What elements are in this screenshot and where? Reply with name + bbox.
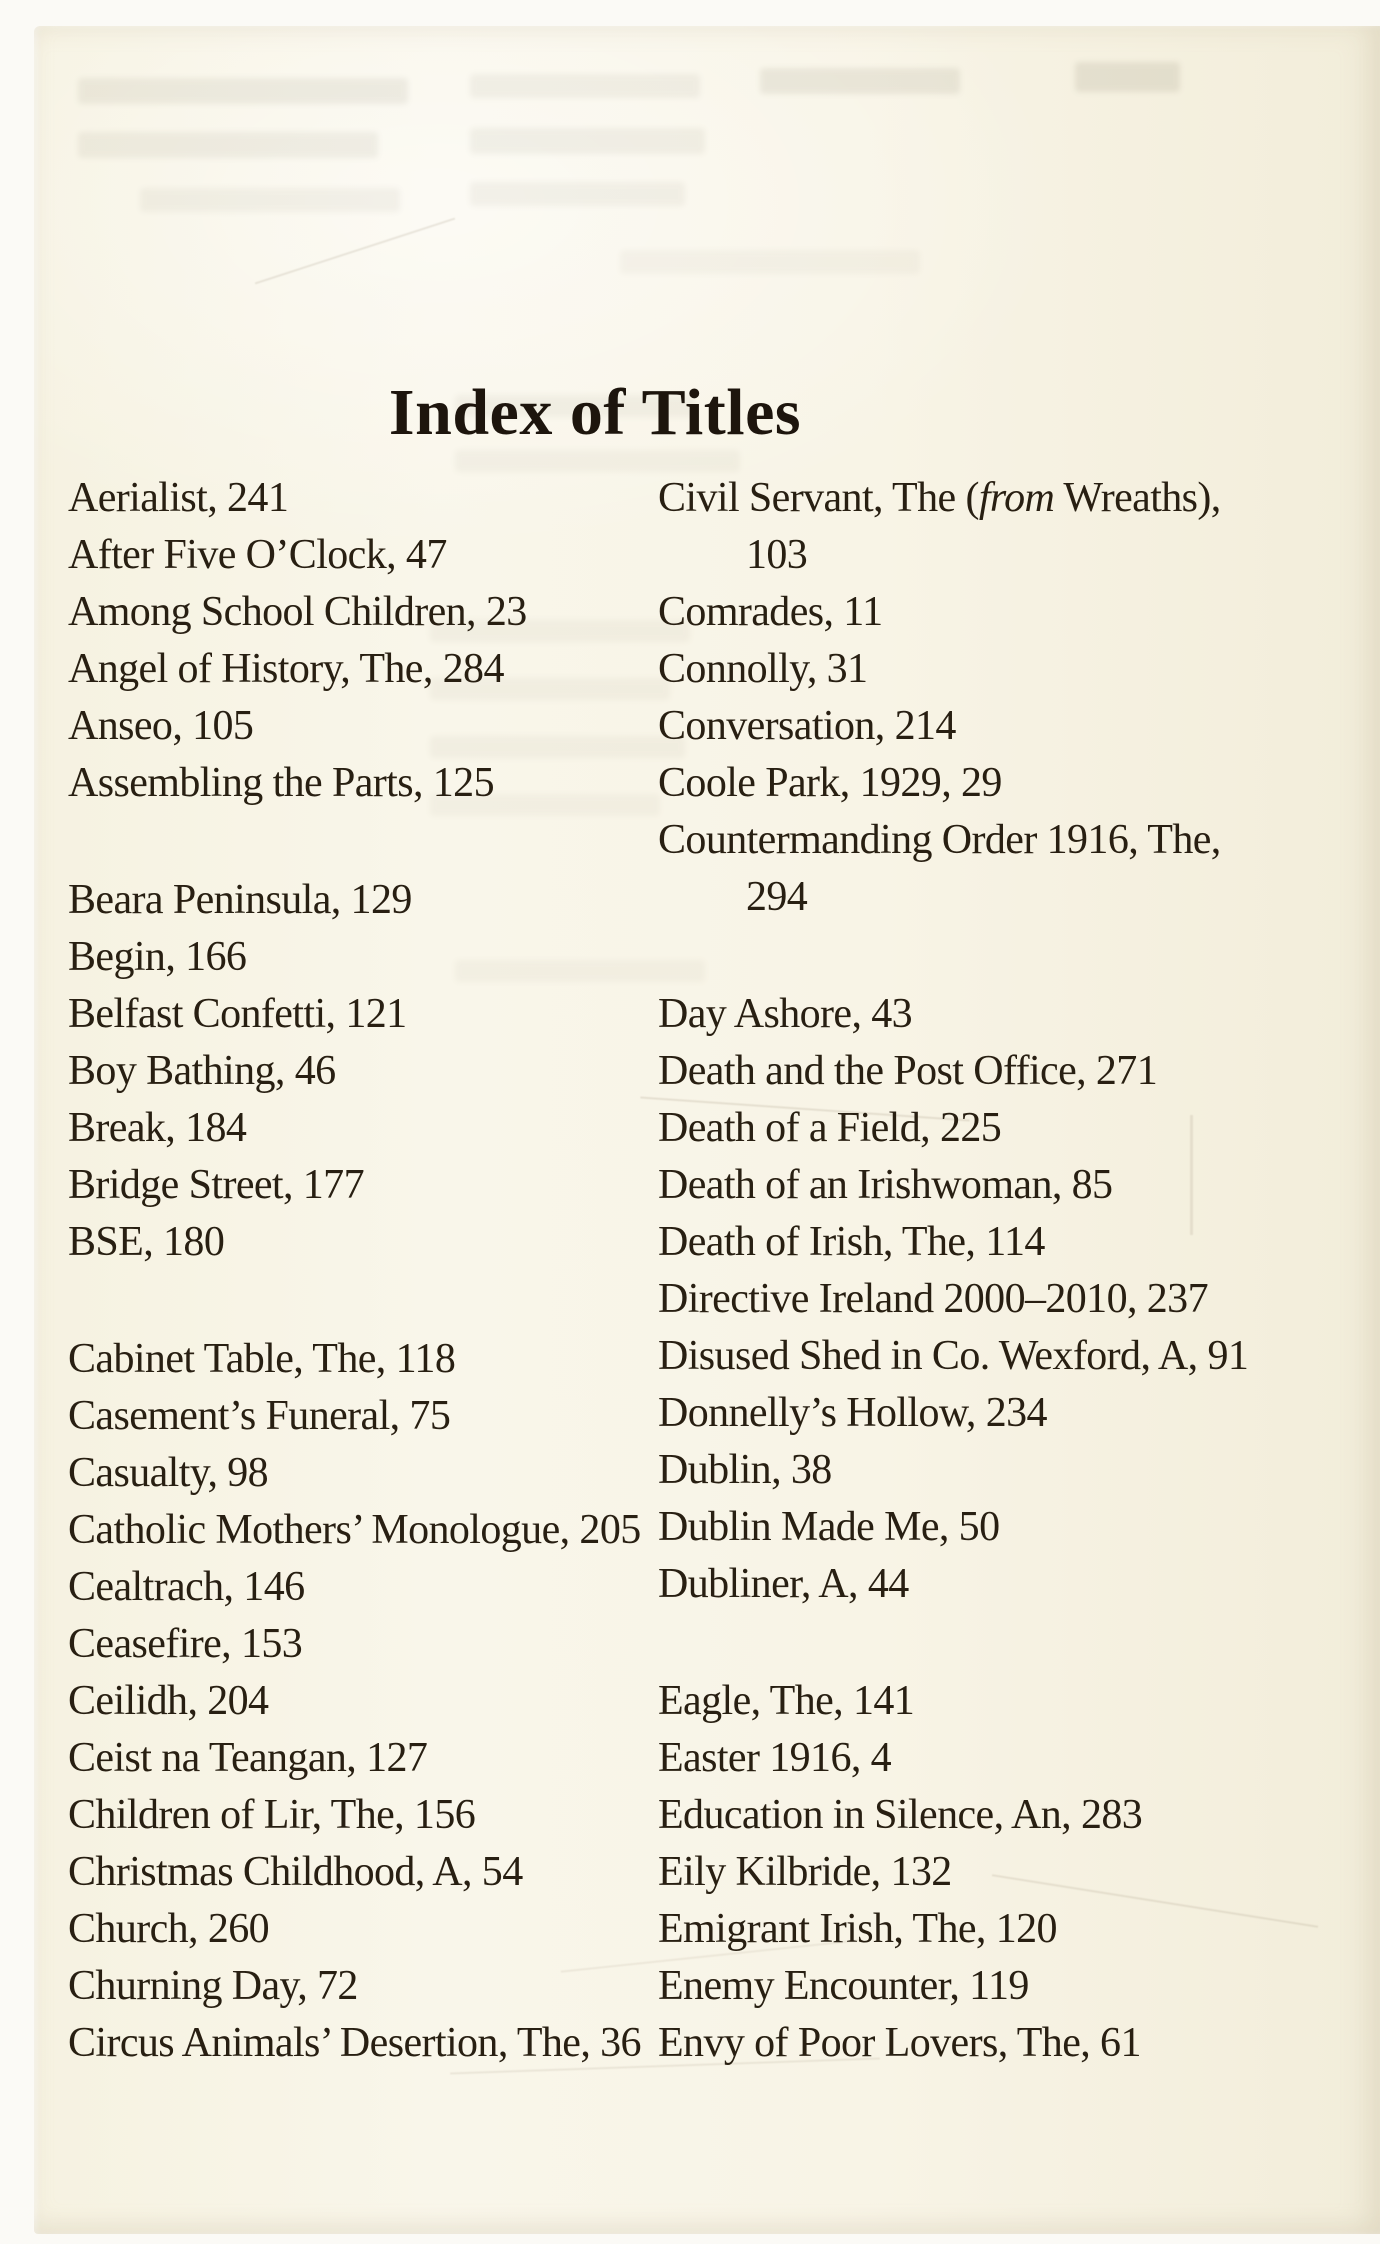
- index-entry-segment: After Five O’Clock, 47: [68, 532, 447, 578]
- index-entry-segment: Among School Children, 23: [68, 589, 527, 635]
- index-entry-segment: Belfast Confetti, 121: [68, 991, 407, 1037]
- index-entry-segment: Cealtrach, 146: [68, 1564, 305, 1610]
- index-entry-segment: Countermanding Order 1916, The,: [658, 817, 1221, 863]
- index-entry: [68, 1901, 608, 1958]
- index-entry-segment: Dublin, 38: [658, 1447, 832, 1493]
- index-entry-segment: Christmas Childhood, A, 54: [68, 1849, 523, 1895]
- index-entry: [68, 1331, 608, 1388]
- page-title: Index of Titles: [388, 376, 802, 450]
- index-entry: [658, 1442, 1298, 1499]
- index-entry-segment: Casement’s Funeral, 75: [68, 1393, 451, 1439]
- index-column-left: [68, 470, 641, 2072]
- index-entry-segment: Death of Irish, The, 114: [658, 1219, 1045, 1265]
- index-entry-segment: Catholic Mothers’ Monologue, 205: [68, 1507, 641, 1553]
- index-entry-segment: Eagle, The, 141: [658, 1678, 915, 1724]
- index-entry-segment: BSE, 180: [68, 1219, 225, 1265]
- index-entry: [658, 1844, 1298, 1901]
- index-entry: [658, 2015, 1298, 2072]
- index-entry-continuation: 103: [746, 532, 808, 578]
- index-entry: [658, 1100, 1298, 1157]
- index-entry: [658, 1901, 1298, 1958]
- index-group: [658, 1673, 1298, 2072]
- index-entry-segment: Ceasefire, 153: [68, 1621, 303, 1667]
- index-entry-segment: Day Ashore, 43: [658, 991, 913, 1037]
- index-entry-continuation: 294: [746, 874, 808, 920]
- index-entry-segment: Ceilidh, 204: [68, 1678, 269, 1724]
- index-group: [68, 1331, 641, 2072]
- index-entry: [658, 755, 1298, 812]
- index-entry: [68, 1043, 608, 1100]
- index-entry: [68, 1730, 608, 1787]
- index-entry: [68, 1616, 608, 1673]
- index-entry-italic-segment: from: [978, 475, 1055, 521]
- index-entry: [658, 1958, 1298, 2015]
- index-group: [658, 986, 1298, 1613]
- index-entry: [658, 584, 1298, 641]
- index-entry-segment: Churning Day, 72: [68, 1963, 358, 2009]
- index-entry: [658, 1673, 1298, 1730]
- index-entry: [658, 986, 1298, 1043]
- index-entry-segment: Comrades, 11: [658, 589, 883, 635]
- index-entry-segment: Begin, 166: [68, 934, 247, 980]
- index-entry: [68, 1445, 608, 1502]
- index-entry: [658, 641, 1298, 698]
- index-entry: [68, 1673, 608, 1730]
- index-entry-segment: Death of a Field, 225: [658, 1105, 1002, 1151]
- index-entry: [68, 1844, 608, 1901]
- index-entry: [68, 1157, 608, 1214]
- index-entry: [68, 1958, 608, 2015]
- index-entry-segment: Emigrant Irish, The, 120: [658, 1906, 1057, 1952]
- index-entry-segment: Bridge Street, 177: [68, 1162, 364, 1208]
- index-entry-segment: Civil Servant, The (: [658, 475, 979, 521]
- index-entry: [658, 1787, 1298, 1844]
- index-entry: [68, 1388, 608, 1445]
- index-entry: [68, 1214, 608, 1271]
- index-entry-segment: Children of Lir, The, 156: [68, 1792, 476, 1838]
- index-group: [68, 872, 608, 1271]
- index-entry: [68, 470, 608, 527]
- index-entry: [658, 1328, 1298, 1385]
- index-entry: [658, 1730, 1298, 1787]
- index-entry-segment: Dubliner, A, 44: [658, 1561, 909, 1607]
- index-entry: [68, 584, 608, 641]
- index-entry-segment: Circus Animals’ Desertion, The, 36: [68, 2020, 641, 2066]
- index-entry: [658, 1385, 1298, 1442]
- index-column-right: [658, 470, 1298, 2072]
- index-entry-segment: Anseo, 105: [68, 703, 254, 749]
- index-entry: [68, 872, 608, 929]
- index-entry-segment: Education in Silence, An, 283: [658, 1792, 1143, 1838]
- index-entry-segment: Wreaths),: [1054, 475, 1221, 521]
- index-entry-segment: Church, 260: [68, 1906, 270, 1952]
- index-group: [68, 470, 608, 812]
- index-entry-segment: Death and the Post Office, 271: [658, 1048, 1158, 1094]
- index-entry: [68, 527, 608, 584]
- index-entry: [68, 1502, 641, 1559]
- index-entry: [658, 812, 1298, 869]
- index-entry: [68, 1559, 608, 1616]
- index-entry: [68, 1100, 608, 1157]
- index-entry-segment: Cabinet Table, The, 118: [68, 1336, 456, 1382]
- index-entry-segment: Beara Peninsula, 129: [68, 877, 412, 923]
- index-entry: [68, 755, 608, 812]
- index-entry: [68, 929, 608, 986]
- index-entry-segment: Ceist na Teangan, 127: [68, 1735, 428, 1781]
- index-entry: [658, 1214, 1298, 1271]
- index-entry: [658, 1043, 1298, 1100]
- index-entry-segment: Easter 1916, 4: [658, 1735, 892, 1781]
- index-entry: [68, 986, 608, 1043]
- index-entry: [68, 1787, 608, 1844]
- index-entry-segment: Boy Bathing, 46: [68, 1048, 336, 1094]
- index-entry-segment: Directive Ireland 2000–2010, 237: [658, 1276, 1208, 1322]
- index-entry-segment: Donnelly’s Hollow, 234: [658, 1390, 1047, 1436]
- index-entry-segment: Connolly, 31: [658, 646, 868, 692]
- index-entry-segment: Assembling the Parts, 125: [68, 760, 494, 806]
- index-entry: [68, 641, 608, 698]
- index-entry-segment: Eily Kilbride, 132: [658, 1849, 952, 1895]
- index-entry: [658, 698, 1298, 755]
- index-entry-segment: Enemy Encounter, 119: [658, 1963, 1029, 2009]
- index-entry-segment: Conversation, 214: [658, 703, 956, 749]
- index-entry: [658, 470, 1298, 527]
- index-entry-segment: Death of an Irishwoman, 85: [658, 1162, 1113, 1208]
- index-entry-segment: Disused Shed in Co. Wexford, A, 91: [658, 1333, 1249, 1379]
- index-entry-segment: Dublin Made Me, 50: [658, 1504, 1000, 1550]
- index-entry: [658, 1157, 1298, 1214]
- index-entry: [658, 1556, 1298, 1613]
- index-entry-segment: Break, 184: [68, 1105, 247, 1151]
- index-entry-segment: Coole Park, 1929, 29: [658, 760, 1002, 806]
- index-entry: [68, 2015, 641, 2072]
- index-entry: [658, 1499, 1298, 1556]
- index-group: [658, 470, 1298, 926]
- index-entry-segment: Envy of Poor Lovers, The, 61: [658, 2020, 1141, 2066]
- index-entry: [68, 698, 608, 755]
- index-entry-segment: Angel of History, The, 284: [68, 646, 504, 692]
- index-entry-segment: Aerialist, 241: [68, 475, 289, 521]
- index-entry-segment: Casualty, 98: [68, 1450, 269, 1496]
- index-entry: [658, 1271, 1298, 1328]
